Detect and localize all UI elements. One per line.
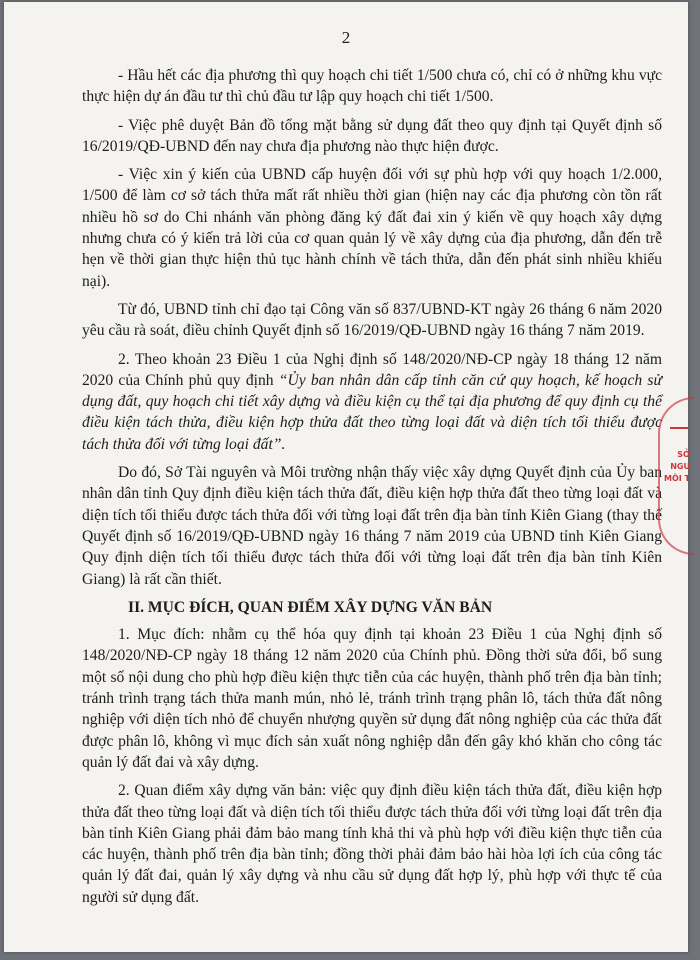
stamp-mark	[670, 427, 688, 429]
decree-paragraph	[82, 349, 662, 455]
body-paragraph: Từ đó, UBND tỉnh chỉ đạo tại Công văn số 837/UBND-KT ngày 26 tháng 6 năm 2020 yêu cầu rà soát, điều chỉnh Quyết định số 16/2019/QĐ-UBND ngày 16 tháng 7 năm 2019.	[82, 300, 662, 340]
document-body	[82, 65, 662, 915]
stamp-text: MÔI T	[664, 474, 690, 483]
decree-quote: “Ủy ban nhân dân cấp tỉnh căn cứ quy hoạch, kế hoạch sử dụng đất, quy hoạch chi tiết xây dựng và điều kiện cụ thể tại địa phương để quy định cụ thể điều kiện tách thửa, điều kiện hợp thửa đất theo từng loại đất và diện tích tối thiểu được tách thửa đối với từng loại đất”.	[82, 371, 662, 453]
bullet-paragraph: - Việc phê duyệt Bản đồ tổng mặt bằng sử dụng đất theo quy định tại Quyết định số 16/2019/QĐ-UBND đến nay chưa địa phương nào thực hiện được.	[82, 116, 662, 155]
purpose-paragraph: 1. Mục đích: nhằm cụ thể hóa quy định tại khoản 23 Điều 1 của Nghị định số 148/2020/NĐ-CP ngày 18 tháng 12 năm 2020 của Chính phủ. Đồng thời sửa đổi, bổ sung một số nội dung cho phù hợp điều kiện thực tiễn của các huyện, thành phố trên địa bàn tỉnh; tránh trình trạng tách thửa manh mún, nhỏ lẻ, tránh trình trạng phân lô, tách thửa đất nông nghiệp với diện tích nhỏ để chuyển nhượng quyền sử dụng đất nông nghiệp của các thửa đất được phân lô, không vì mục đích sản xuất nông nghiệp dẫn đến gây khó khăn cho công tác quản lý đất đai và xây dựng.	[82, 626, 662, 771]
stamp-text: NGU	[670, 462, 690, 471]
decree-lead: 2. Theo khoản 23 Điều 1 của Nghị định số 148/2020/NĐ-CP ngày 18 tháng 12 năm 2020 của Chính phủ quy định	[82, 350, 662, 389]
red-stamp-edge	[658, 397, 694, 557]
document-page	[4, 2, 688, 952]
page-number: 2	[341, 28, 351, 47]
section-heading: II. MỤC ĐÍCH, QUAN ĐIỂM XÂY DỰNG VĂN BẢN	[128, 598, 493, 616]
viewpoint-paragraph: 2. Quan điểm xây dựng văn bản: việc quy định điều kiện tách thửa đất, điều kiện hợp thửa đất theo từng loại đất và diện tích tối thiểu được tách thửa đối với từng loại đất trên địa bàn tỉnh Kiên Giang phải đảm bảo mang tính khả thi và phù hợp với điều kiện thực tiễn của các huyện, thành phố trên địa bàn tỉnh; đồng thời phải đảm bảo hài hòa lợi ích của công tác quản lý đất đai, quản lý xây dựng và nhu cầu sử dụng đất hợp lý, phù hợp với thực tế của người sử dụng đất.	[82, 782, 662, 906]
bullet-paragraph: - Hầu hết các địa phương thì quy hoạch chi tiết 1/500 chưa có, chỉ có ở những khu vực thực hiện dự án đầu tư thì chủ đầu tư lập quy hoạch chi tiết 1/500.	[82, 67, 662, 106]
bullet-paragraph: - Việc xin ý kiến của UBND cấp huyện đối với sự phù hợp với quy hoạch 1/2.000, 1/500 để làm cơ sở tách thửa mất rất nhiều thời gian (hiện nay các địa phương còn tồn rất nhiều hồ sơ do Chi nhánh văn phòng đăng ký đất đai xin ý kiến về quy hoạch xây dựng nhưng chưa có ý kiến trả lời của cơ quan quản lý về xây dựng của địa phương, dẫn đến trễ hẹn về thời gian thực hiện thủ tục hành chính về tách thửa, dẫn đến phát sinh nhiều khiếu nại).	[82, 166, 662, 290]
stamp-text: SỞ	[677, 450, 690, 459]
conclusion-paragraph: Do đó, Sở Tài nguyên và Môi trường nhận thấy việc xây dựng Quyết định của Ủy ban nhân dân tỉnh Quy định điều kiện tách thửa đất, điều kiện hợp thửa đất theo từng loại đất và diện tích tối thiểu được tách thửa đối với từng loại đất trên địa bàn tỉnh Kiên Giang (thay thế Quyết định số 16/2019/QĐ-UBND ngày 16 tháng 7 năm 2019 của UBND tỉnh Kiên Giang Quy định diện tích tối thiểu được tách thửa đối với từng loại đất trên địa bàn tỉnh Kiên Giang) là rất cần thiết.	[82, 464, 662, 588]
